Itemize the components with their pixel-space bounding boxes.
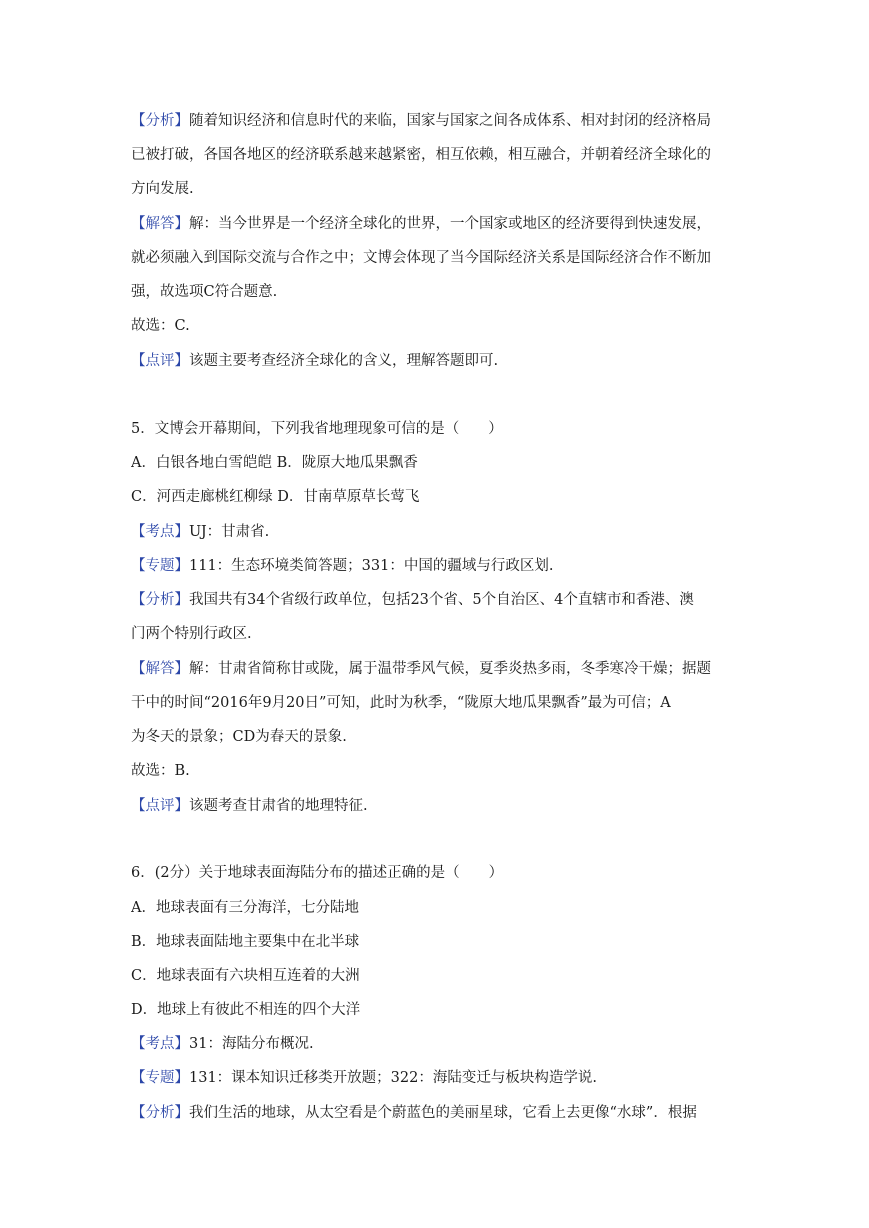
q5-answer-line-2: 干中的时间“2016年9月20日”可知，此时为秋季，“陇原大地瓜果飘香”最为可信；A [131,695,671,711]
q6-option-a: A．地球表面有三分海洋，七分陆地 [131,900,359,916]
q4-analysis-line-3: 方向发展. [131,181,194,197]
q6-option-b: B．地球表面陆地主要集中在北半球 [131,934,360,950]
exam-point-tag: 【考点】 [131,524,189,540]
q4-comment-line [131,349,743,373]
q6-topic-line [131,1066,743,1090]
q4-answer-line-3: 强，故选项C符合题意. [131,284,278,300]
q5-topic-text: 111：生态环境类简答题；331：中国的疆域与行政区划. [189,558,554,574]
comment-tag: 【点评】 [131,798,189,814]
q5-option-line-1: A．白银各地白雪皑皑 B．陇原大地瓜果飘香 [131,455,418,471]
q6-exam-point-line [131,1032,743,1056]
q5-topic-line [131,554,743,578]
q6-analysis-line-1 [131,1101,743,1125]
q5-choice: 故选：B. [131,763,190,779]
q4-comment-text: 该题主要考查经济全球化的含义，理解答题即可. [189,353,499,369]
q5-answer-text-1: 解：甘肃省简称甘或陇，属于温带季风气候，夏季炎热多雨，冬季寒冷干燥；据题 [189,661,711,677]
q6-option-d: D．地球上有彼此不相连的四个大洋 [131,1002,361,1018]
q6-analysis-text-1: 我们生活的地球，从太空看是个蔚蓝色的美丽星球，它看上去更像“水球”．根据 [189,1105,697,1121]
topic-tag: 【专题】 [131,558,189,574]
exam-point-tag: 【考点】 [131,1036,189,1052]
analysis-tag: 【分析】 [131,1105,189,1121]
answer-tag: 【解答】 [131,661,189,677]
q5-option-line-2: C．河西走廊桃红柳绿 D．甘南草原草长莺飞 [131,489,420,505]
q4-analysis-text-1: 随着知识经济和信息时代的来临，国家与国家之间各成体系、相对封闭的经济格局 [189,113,711,129]
q6-topic-text: 131：课本知识迁移类开放题；322：海陆变迁与板块构造学说. [189,1070,597,1086]
q5-answer-line-3: 为冬天的景象；CD为春天的景象. [131,729,347,745]
q4-analysis-line-1 [131,109,743,133]
q4-choice: 故选：C. [131,318,190,334]
q5-comment-line [131,794,743,818]
q5-exam-point-line [131,520,743,544]
analysis-tag: 【分析】 [131,592,189,608]
analysis-tag: 【分析】 [131,113,189,129]
q5-analysis-line-1 [131,588,743,612]
comment-tag: 【点评】 [131,353,189,369]
q4-analysis-line-2: 已被打破，各国各地区的经济联系越来越紧密，相互依赖，相互融合，并朝着经济全球化的 [131,147,711,163]
q5-question: 5．文博会开幕期间，下列我省地理现象可信的是（ ） [131,421,503,437]
q5-answer-line-1 [131,657,743,681]
q4-answer-text-1: 解：当今世界是一个经济全球化的世界，一个国家或地区的经济要得到快速发展， [189,216,711,232]
q5-analysis-text-1: 我国共有34个省级行政单位，包括23个省、5个自治区、4个直辖市和香港、澳 [189,592,694,608]
q6-question: 6．(2分）关于地球表面海陆分布的描述正确的是（ ） [131,865,504,881]
q6-option-c: C．地球表面有六块相互连着的大洲 [131,968,360,984]
answer-tag: 【解答】 [131,216,189,232]
q4-answer-line-2: 就必须融入到国际交流与合作之中；文博会体现了当今国际经济关系是国际经济合作不断加 [131,250,711,266]
q5-exam-point-text: UJ：甘肃省. [189,524,270,540]
topic-tag: 【专题】 [131,1070,189,1086]
q4-answer-line-1 [131,212,743,236]
q5-analysis-line-2: 门两个特别行政区. [131,626,252,642]
q5-comment-text: 该题考查甘肃省的地理特征. [189,798,368,814]
q6-exam-point-text: 31：海陆分布概况. [189,1036,314,1052]
